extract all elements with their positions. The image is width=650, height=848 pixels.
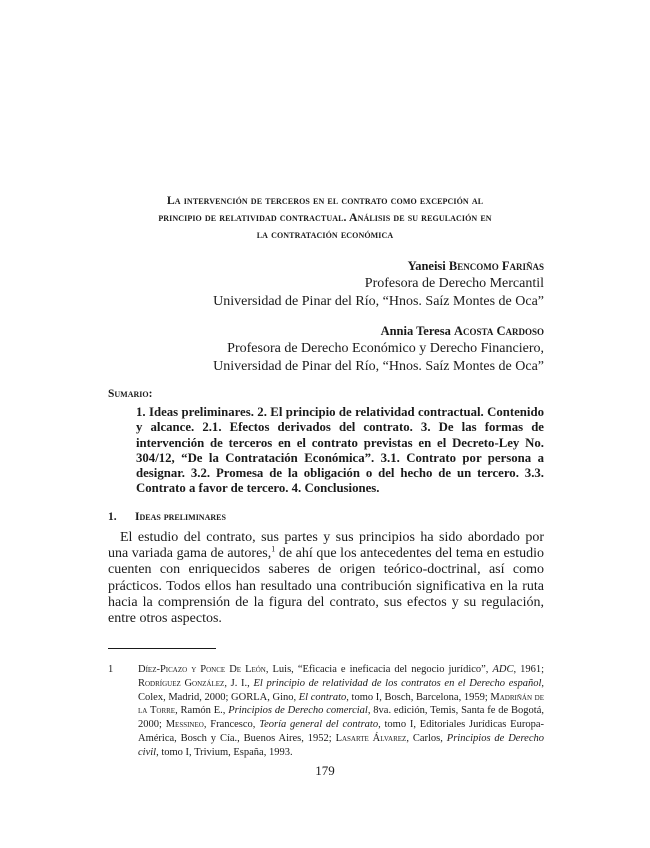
footnote-run: , 1961; <box>513 664 545 675</box>
author-name <box>213 322 544 340</box>
author-given-name: Annia Teresa <box>380 324 451 338</box>
footnote-run: El contrato <box>298 691 347 703</box>
footnote-run: , 8va. edición, Temis, Santa fe de Bogotá, 2000; <box>138 705 544 731</box>
section-heading <box>108 511 226 523</box>
footnote-run: , Ramón E., <box>175 705 229 717</box>
body-paragraph <box>108 530 544 627</box>
footnote-run: , Francesco, <box>203 719 260 731</box>
footnote <box>108 663 544 760</box>
author-block <box>213 257 544 311</box>
page-number: 179 <box>315 763 335 778</box>
author-affiliation-line: Profesora de Derecho Económico y Derecho Financiero, <box>227 341 544 356</box>
footnote-run: Principios de Derecho comercial <box>228 705 368 717</box>
author-block <box>213 322 544 376</box>
author-affiliation-line: Profesora de Derecho Mercantil <box>364 276 544 291</box>
title-line: La intervención de terceros en el contrato como excepción al <box>166 193 484 207</box>
footnote-separator <box>108 648 216 649</box>
author-affiliation-line: Universidad de Pinar del Río, “Hnos. Saíz Montes de Oca” <box>213 294 544 309</box>
author-affiliation-line: Universidad de Pinar del Río, “Hnos. Saíz Montes de Oca” <box>213 359 544 374</box>
paragraph-text: de ahí que los antecedentes del tema en estudio cuenten con enriquecidos saberes de origen teórico-doctrinal, así como prácticos. Todos ellos han resultado una contribución significativa en la ruta hacia la comprensión de la figura del contrato, sus efectos y su regulación, entre otros aspectos. <box>108 546 544 627</box>
footnote-run: Teoría general del contrato <box>259 719 379 731</box>
footnote-run: , tomo I, Editoriales Jurídicas Europa-América, Bosch y Cía., Buenos Aires, 1952; <box>138 719 544 744</box>
footnote-reference[interactable]: 1 <box>271 544 276 554</box>
author-surname: Acosta Cardoso <box>453 324 544 338</box>
author-surname: Bencomo Fariñas <box>448 259 544 273</box>
footnote-text <box>138 663 544 760</box>
footnote-run: ADC <box>492 664 514 675</box>
summary-label: Sumario: <box>108 388 153 400</box>
footnote-run: El principio de relatividad de los contratos en el Derecho español <box>253 677 542 689</box>
footnote-number: 1 <box>108 664 114 675</box>
title-line: principio de relatividad contractual. Análisis de su regulación en <box>158 210 492 224</box>
footnote-run: , Luis, “Eficacia e ineficacia del negocio jurídico”, <box>265 664 493 675</box>
footnote-run: Messineo <box>165 719 204 731</box>
footnote-run: Díez-Picazo y Ponce De León <box>138 664 266 675</box>
paragraph-text: El estudio del contrato, sus partes y sus principios ha sido abordado por una variada gama de autores, <box>108 530 544 562</box>
footnote-run: Principios de Derecho civil <box>138 732 544 758</box>
section-number: 1. <box>108 511 117 523</box>
title-line: la contratación económica <box>256 227 394 241</box>
footnote-run: , tomo I, Bosch, Barcelona, 1959; <box>346 691 491 703</box>
footnote-run: Lasarte Álvarez <box>335 732 407 744</box>
footnote-run: Rodríguez González <box>138 677 225 689</box>
footnote-run: Madriñán de la Torre <box>138 691 544 717</box>
footnote-run: , Carlos, <box>406 732 447 744</box>
author-given-name: Yaneisi <box>407 259 446 273</box>
footnote-run: , J. I., <box>224 677 254 689</box>
author-name <box>213 257 544 275</box>
footnote-run: , Colex, Madrid, 2000; GORLA, Gino, <box>138 677 544 703</box>
footnote-run: , tomo I, Trivium, España, 1993. <box>156 746 293 758</box>
article-title <box>108 192 542 243</box>
summary-text: 1. Ideas preliminares. 2. El principio de relatividad contractual. Contenido y alcance. 2.1. Efectos derivados del contrato. 3. De las formas de intervención de terceros en el contrato previstas en el Decreto-Ley No. 304/12, “De la Contratación Económica”. 3.1. Contrato por persona a designar. 3.2. Promesa de la obligación o del hecho de un tercero. 3.3. Contrato a favor de tercero. 4. Conclusiones. <box>136 405 544 496</box>
section-title: Ideas preliminares <box>135 511 226 523</box>
